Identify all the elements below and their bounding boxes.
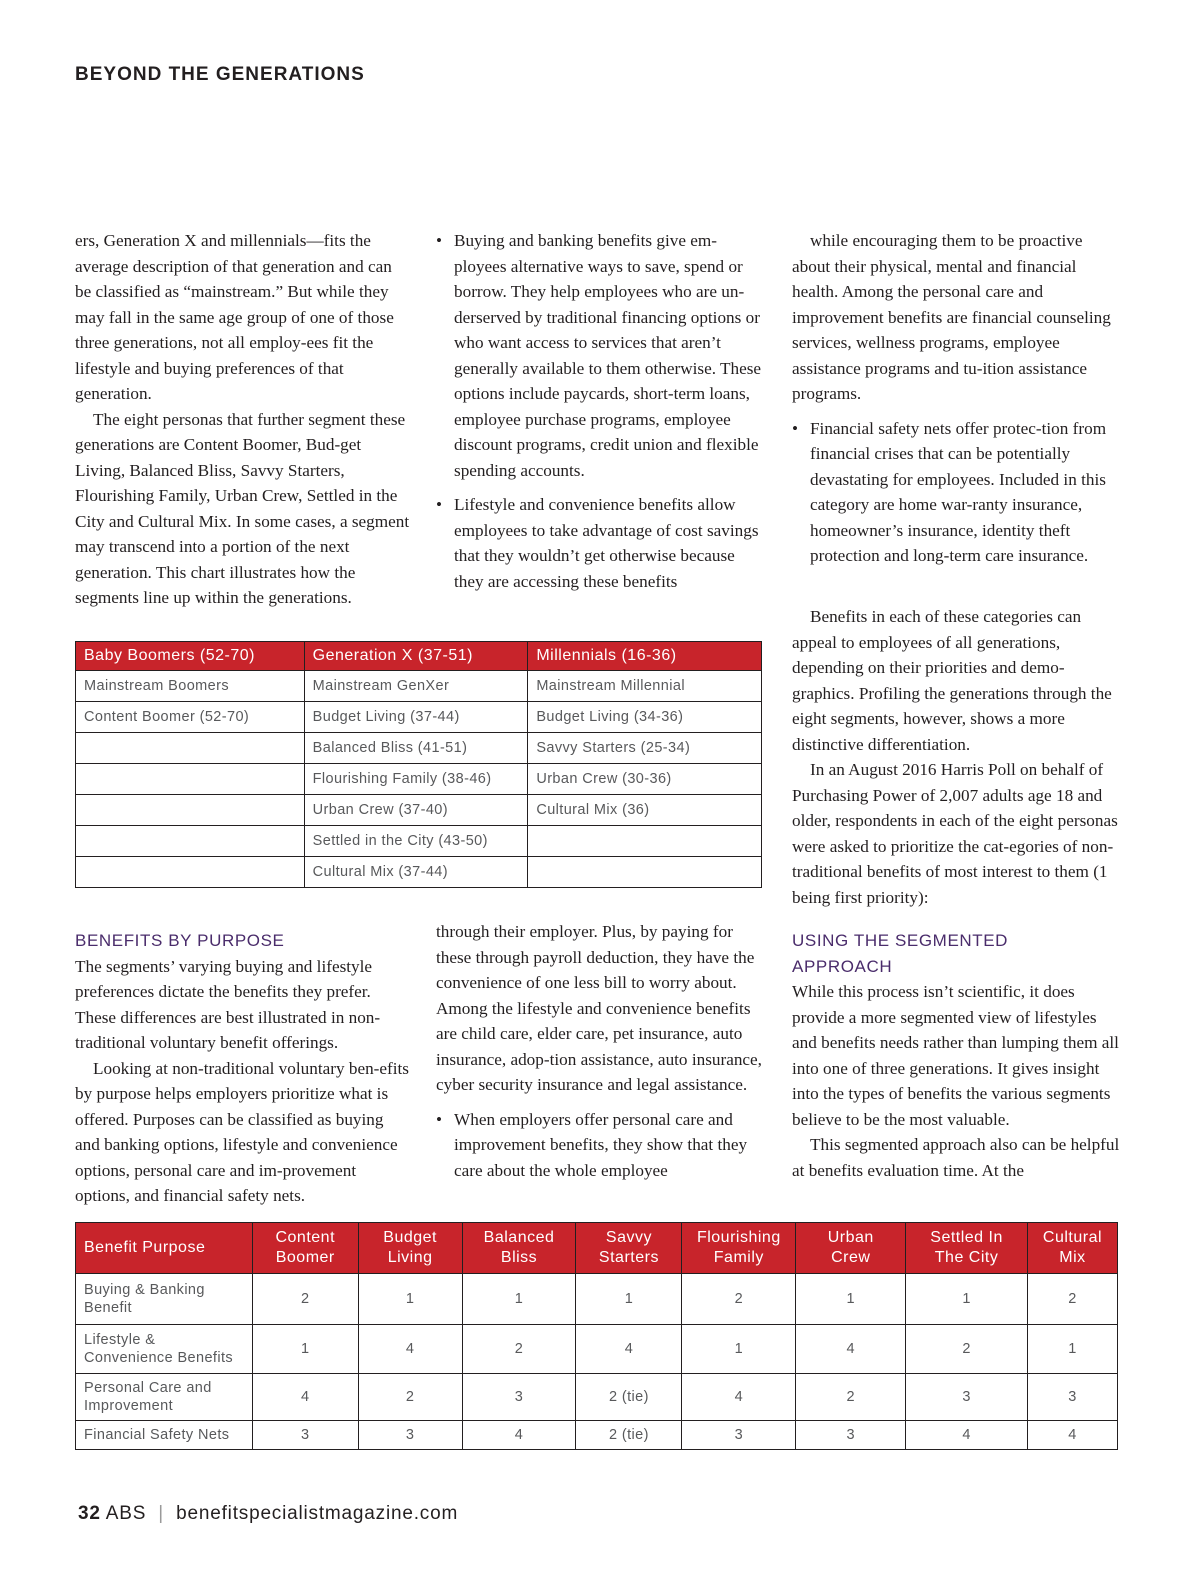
mid-column-2 xyxy=(436,919,766,1183)
table-cell: Balanced Bliss (41-51) xyxy=(304,733,528,764)
table-row xyxy=(76,702,762,733)
intro-column-3 xyxy=(792,228,1124,569)
table-cell xyxy=(76,857,305,888)
section-heading: BENEFITS BY PURPOSE xyxy=(75,931,285,950)
table-cell: 3 xyxy=(906,1374,1028,1421)
table-cell: 1 xyxy=(906,1274,1028,1325)
bullet-safety-nets: • Financial safety nets offer protec-tion from financial crises that can be potentially devastating for employees. Included in this category are home war-ranty insurance, homeowner’s insurance, identity theft protection and long-term care insurance. xyxy=(792,416,1124,569)
column-header: Budget Living xyxy=(358,1223,462,1274)
table-cell: 4 xyxy=(796,1325,906,1374)
segmented-approach-section xyxy=(792,928,1124,1183)
page-number: 32 xyxy=(78,1503,101,1524)
bullet-lifestyle: • Lifestyle and convenience benefits allow employees to take advantage of cost savings that they wouldn’t get otherwise because they are accessing these benefits xyxy=(436,492,766,594)
table-row xyxy=(76,1274,1118,1325)
column-header: Settled In The City xyxy=(906,1223,1028,1274)
table-cell: 2 xyxy=(682,1274,796,1325)
paragraph: through their employer. Plus, by paying for these through payroll deduction, they have the convenience of one less bill to worry about. Among the lifestyle and convenience benefits are child care, elder care, pet insurance, auto insurance, adop-tion assistance, auto insurance, cyber security insurance and legal assistance. xyxy=(436,922,762,1094)
table-cell xyxy=(76,826,305,857)
table-cell: 2 (tie) xyxy=(576,1374,682,1421)
table-row xyxy=(76,1374,1118,1421)
table-cell: 1 xyxy=(682,1325,796,1374)
intro-column-2 xyxy=(436,228,766,594)
table-cell xyxy=(528,826,762,857)
table-cell: Settled in the City (43-50) xyxy=(304,826,528,857)
table-cell: 4 xyxy=(462,1421,576,1450)
table-cell: 4 xyxy=(358,1325,462,1374)
table-cell: 2 xyxy=(1028,1274,1118,1325)
table-cell: 1 xyxy=(1028,1325,1118,1374)
table-cell: 3 xyxy=(358,1421,462,1450)
paragraph: ers, Generation X and millennials—fits the average description of that generation and can be classified as “mainstream.” But while they may fall in the same age group of one of those three generations, not all employ-ees fit the lifestyle and buying preferences of that generation. xyxy=(75,231,394,403)
table-row xyxy=(76,857,762,888)
table-cell: 1 xyxy=(462,1274,576,1325)
table-cell: 1 xyxy=(358,1274,462,1325)
table-cell: 3 xyxy=(252,1421,358,1450)
paragraph: While this process isn’t scientific, it does provide a more segmented view of lifestyles and benefits needs rather than lumping them all into one of three generations. It gives insight into the types of benefits the various segments believe to be the most valuable. xyxy=(792,982,1119,1129)
table-cell: Cultural Mix (37-44) xyxy=(304,857,528,888)
website-link[interactable]: benefitspecialistmagazine.com xyxy=(176,1503,459,1524)
row-label: Personal Care and Improvement xyxy=(76,1374,253,1421)
table-cell xyxy=(76,764,305,795)
table-cell: Urban Crew (37-40) xyxy=(304,795,528,826)
paragraph: This segmented approach also can be helpful at benefits evaluation time. At the xyxy=(792,1135,1120,1180)
generations-table xyxy=(75,641,762,888)
paragraph: Looking at non-traditional voluntary ben-efits by purpose helps employers prioritize what is offered. Purposes can be classified as buying and banking options, lifestyle and convenience options, personal care and im-provement options, and financial safety nets. xyxy=(75,1058,409,1205)
table-cell: Cultural Mix (36) xyxy=(528,795,762,826)
table-cell: 2 xyxy=(462,1325,576,1374)
table-header-row xyxy=(76,642,762,671)
table-row xyxy=(76,764,762,795)
table-cell: 3 xyxy=(796,1421,906,1450)
table-cell xyxy=(76,795,305,826)
paragraph: while encouraging them to be proactive about their physical, mental and financial health. Among the personal care and improvement benefits are financial counseling services, wellness programs, employee assistance programs and tu-ition assistance programs. xyxy=(792,231,1111,403)
table-cell xyxy=(76,733,305,764)
table-row xyxy=(76,795,762,826)
bullet-personal-care: • When employers offer personal care and improvement benefits, they show that they care about the whole employee xyxy=(436,1107,766,1184)
column-header: Savvy Starters xyxy=(576,1223,682,1274)
table-cell: 3 xyxy=(1028,1374,1118,1421)
table-cell: 1 xyxy=(796,1274,906,1325)
benefits-by-purpose-section xyxy=(75,928,410,1209)
table-row xyxy=(76,671,762,702)
paragraph: The eight personas that further segment these generations are Content Boomer, Bud-get Living, Balanced Bliss, Savvy Starters, Flourishing Family, Urban Crew, Settled in the City and Cultural Mix. In some cases, a segment may transcend into a portion of the next generation. This chart illustrates how the segments line up within the generations. xyxy=(75,409,410,607)
paragraph: Benefits in each of these categories can appeal to employees of all generations, depending on their priorities and demo-graphics. Profiling the generations through the eight segments, however, shows a more distinctive differentiation. xyxy=(792,607,1112,754)
table-cell: Mainstream Millennial xyxy=(528,671,762,702)
table-row xyxy=(76,826,762,857)
table-cell: Flourishing Family (38-46) xyxy=(304,764,528,795)
table-cell: 2 xyxy=(796,1374,906,1421)
column-header: Balanced Bliss xyxy=(462,1223,576,1274)
table-cell: Content Boomer (52-70) xyxy=(76,702,305,733)
column-header: Cultural Mix xyxy=(1028,1223,1118,1274)
table-cell: Mainstream Boomers xyxy=(76,671,305,702)
table-cell: 3 xyxy=(682,1421,796,1450)
column-header: Generation X (37-51) xyxy=(304,642,528,671)
column-header: Baby Boomers (52-70) xyxy=(76,642,305,671)
table-cell: 1 xyxy=(576,1274,682,1325)
column-header: Benefit Purpose xyxy=(76,1223,253,1274)
table-row xyxy=(76,1325,1118,1374)
footer-separator: | xyxy=(158,1503,165,1524)
row-label: Buying & Banking Benefit xyxy=(76,1274,253,1325)
page-footer xyxy=(78,1503,458,1525)
column-header: Content Boomer xyxy=(252,1223,358,1274)
section-heading-line: USING THE SEGMENTED xyxy=(792,931,1009,950)
table-cell: 4 xyxy=(252,1374,358,1421)
table-cell: 4 xyxy=(906,1421,1028,1450)
table-cell: Urban Crew (30-36) xyxy=(528,764,762,795)
row-label: Lifestyle & Convenience Benefits xyxy=(76,1325,253,1374)
table-cell: 2 xyxy=(358,1374,462,1421)
paragraph: In an August 2016 Harris Poll on behalf of Purchasing Power of 2,007 adults age 18 and older, respondents in each of the eight personas were asked to prioritize the cat-egories of non-traditional benefits of most interest to them (1 being first priority): xyxy=(792,760,1118,907)
bullet-buying-banking: • Buying and banking benefits give em-ployees alternative ways to save, spend or borrow. They help employees who are un-derserved by traditional financing options or who want access to services that aren’t generally available to them otherwise. These options include paycards, short-term loans, employee purchase programs, employee discount programs, credit union and flexible spending accounts. xyxy=(436,228,766,483)
table-cell: Budget Living (34-36) xyxy=(528,702,762,733)
row-label: Financial Safety Nets xyxy=(76,1421,253,1450)
table-row xyxy=(76,1421,1118,1450)
table-row xyxy=(76,733,762,764)
table-cell: 2 xyxy=(252,1274,358,1325)
table-cell: Mainstream GenXer xyxy=(304,671,528,702)
table-header-row xyxy=(76,1223,1118,1274)
table-cell: 4 xyxy=(682,1374,796,1421)
table-cell: 2 xyxy=(906,1325,1028,1374)
section-heading-line: APPROACH xyxy=(792,956,893,976)
table-cell: 1 xyxy=(252,1325,358,1374)
magazine-brand: ABS xyxy=(105,1503,147,1524)
table-cell: 4 xyxy=(576,1325,682,1374)
table-cell xyxy=(528,857,762,888)
table-cell: 2 (tie) xyxy=(576,1421,682,1450)
table-cell: 3 xyxy=(462,1374,576,1421)
paragraph: The segments’ varying buying and lifestyle preferences dictate the benefits they prefer. These differences are best illustrated in non-traditional voluntary benefit offerings. xyxy=(75,956,381,1052)
intro-column-3-continued xyxy=(792,604,1124,910)
column-header: Urban Crew xyxy=(796,1223,906,1274)
section-title: BEYOND THE GENERATIONS xyxy=(75,64,365,85)
column-header: Millennials (16-36) xyxy=(528,642,762,671)
column-header: Flourishing Family xyxy=(682,1223,796,1274)
table-cell: Savvy Starters (25-34) xyxy=(528,733,762,764)
table-cell: Budget Living (37-44) xyxy=(304,702,528,733)
benefit-priority-table xyxy=(75,1222,1118,1450)
intro-column-1 xyxy=(75,228,410,611)
table-cell: 4 xyxy=(1028,1421,1118,1450)
